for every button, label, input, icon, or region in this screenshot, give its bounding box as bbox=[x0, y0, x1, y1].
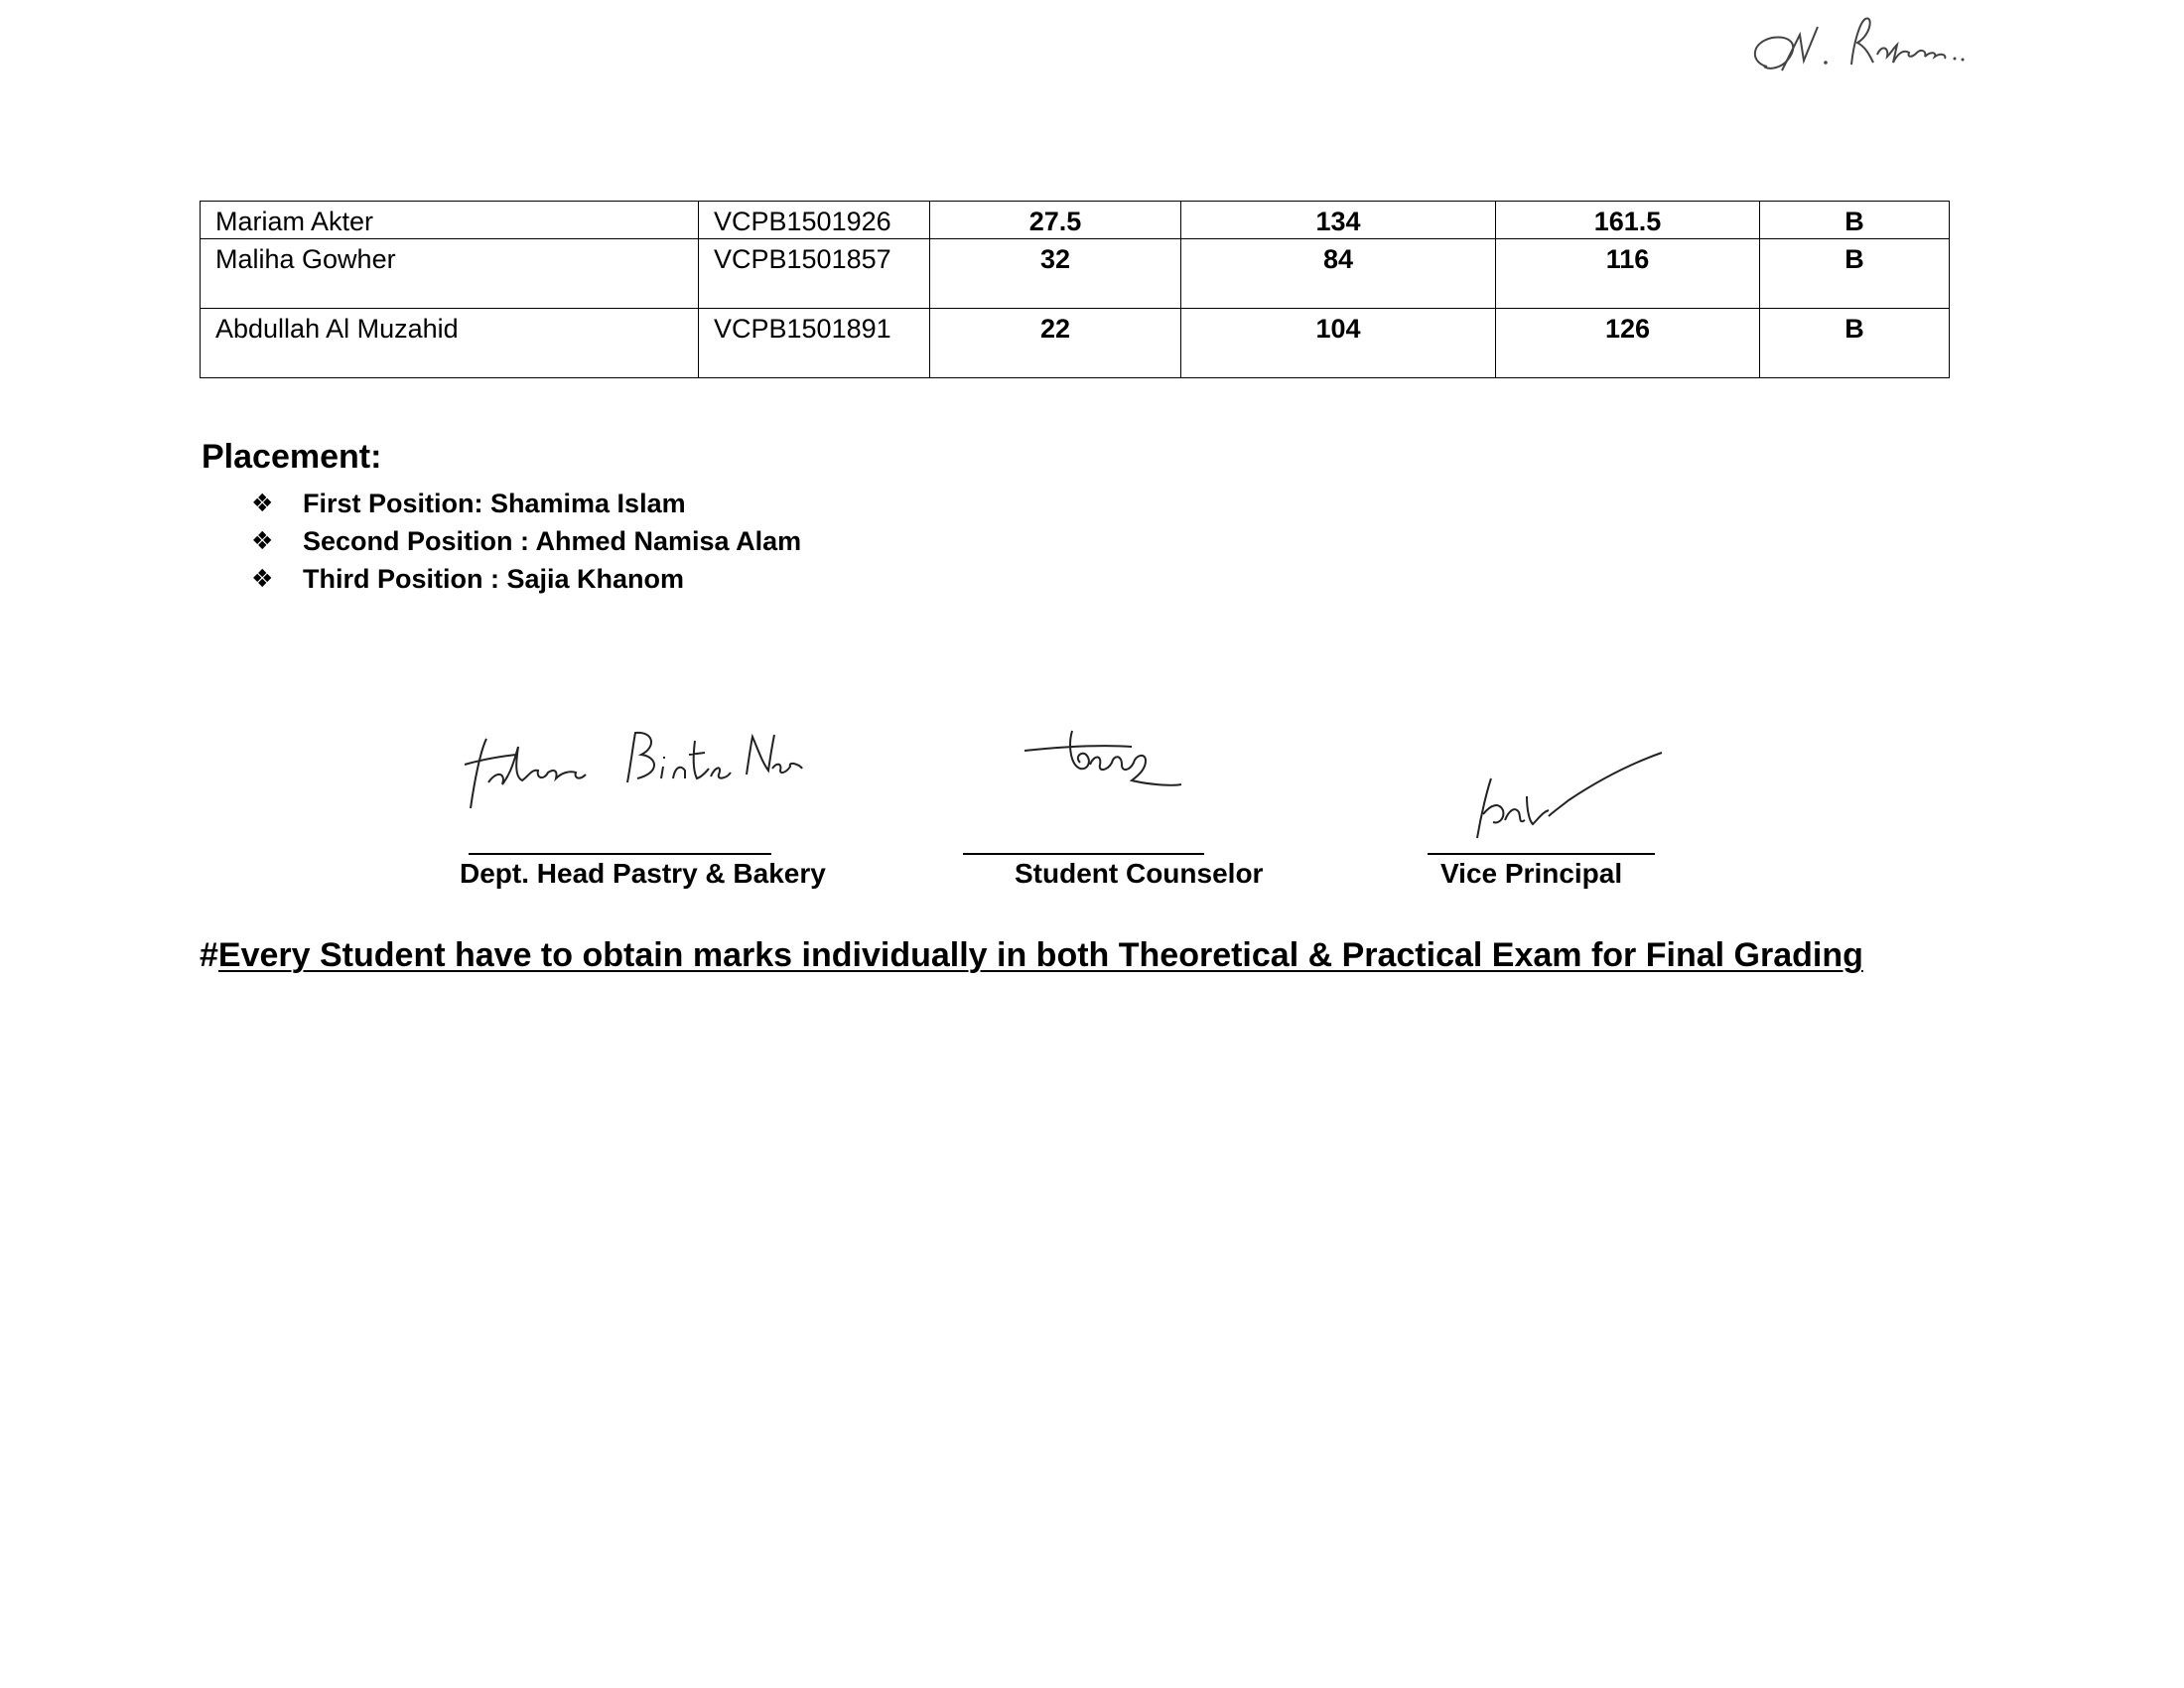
theory-marks: 22 bbox=[930, 309, 1181, 378]
total-marks: 116 bbox=[1496, 239, 1760, 309]
practical-marks: 104 bbox=[1181, 309, 1496, 378]
student-id: VCPB1501891 bbox=[699, 309, 930, 378]
signature-line bbox=[963, 853, 1204, 855]
total-marks: 126 bbox=[1496, 309, 1760, 378]
counselor-signature bbox=[1023, 725, 1191, 804]
placement-third: Third Position : Sajia Khanom bbox=[303, 564, 685, 594]
results-table bbox=[200, 201, 1950, 378]
total-marks: 161.5 bbox=[1496, 202, 1760, 239]
diamond-bullet-icon: ❖ bbox=[251, 526, 274, 555]
dept-head-label: Dept. Head Pastry & Bakery bbox=[460, 858, 826, 889]
student-name: Abdullah Al Muzahid bbox=[201, 309, 699, 378]
table-row bbox=[201, 239, 1950, 309]
grading-note bbox=[200, 935, 1863, 975]
theory-marks: 32 bbox=[930, 239, 1181, 309]
theory-marks: 27.5 bbox=[930, 202, 1181, 239]
practical-marks: 84 bbox=[1181, 239, 1496, 309]
table-row bbox=[201, 202, 1950, 239]
grade: B bbox=[1760, 239, 1950, 309]
diamond-bullet-icon: ❖ bbox=[251, 564, 274, 593]
placement-list bbox=[251, 485, 801, 598]
list-item bbox=[251, 560, 801, 598]
list-item bbox=[251, 485, 801, 522]
grade: B bbox=[1760, 202, 1950, 239]
counselor-label: Student Counselor bbox=[1015, 858, 1264, 889]
grade: B bbox=[1760, 309, 1950, 378]
vice-principal-label: Vice Principal bbox=[1440, 858, 1623, 889]
note-text: Every Student have to obtain marks individually in both Theoretical & Practical Exam for Final Grading bbox=[217, 936, 1863, 974]
vice-principal-signature bbox=[1469, 745, 1668, 844]
diamond-bullet-icon: ❖ bbox=[251, 489, 274, 517]
placement-heading: Placement: bbox=[202, 438, 382, 476]
student-id: VCPB1501926 bbox=[699, 202, 930, 239]
signature-line bbox=[1428, 853, 1655, 855]
placement-first: First Position: Shamima Islam bbox=[303, 489, 686, 518]
student-name: Maliha Gowher bbox=[201, 239, 699, 309]
practical-marks: 134 bbox=[1181, 202, 1496, 239]
top-signature bbox=[1742, 5, 1980, 79]
student-id: VCPB1501857 bbox=[699, 239, 930, 309]
signature-line bbox=[469, 853, 771, 855]
note-prefix: # bbox=[200, 936, 218, 974]
list-item bbox=[251, 522, 801, 560]
table-row bbox=[201, 309, 1950, 378]
student-name: Mariam Akter bbox=[201, 202, 699, 239]
placement-second: Second Position : Ahmed Namisa Alam bbox=[303, 526, 802, 556]
dept-head-signature bbox=[459, 721, 806, 820]
